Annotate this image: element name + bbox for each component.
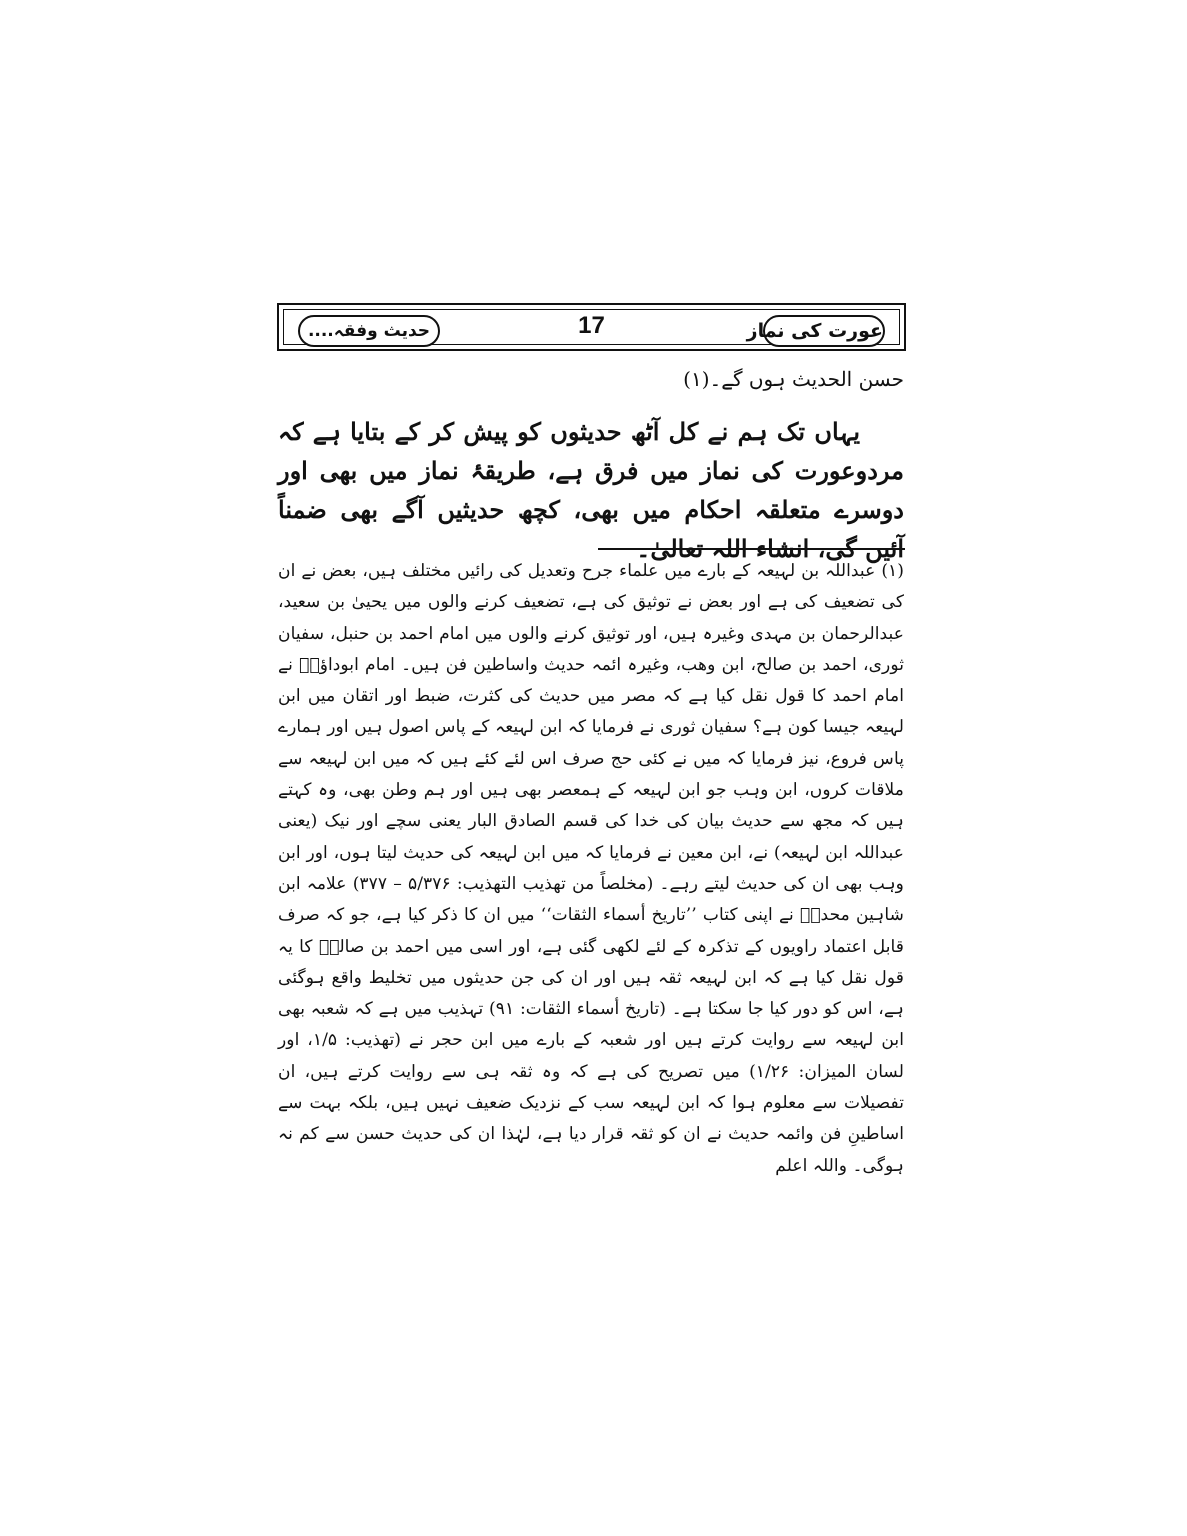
- main-paragraph: یہاں تک ہم نے کل آٹھ حدیثوں کو پیش کر کے بتایا ہے کہ مردوعورت کی نماز میں فرق ہے، طریقۂ نماز میں بھی اور دوسرے متعلقہ احکام میں بھی، کچھ حدیثیں آگے بھی ضمناً آئیں گی، انشاء اللہ تعالیٰ۔: [278, 417, 904, 563]
- running-header: [277, 303, 906, 351]
- footnote: (۱) عبداللہ بن لہیعہ کے بارے میں علماء جرح وتعدیل کی رائیں مختلف ہیں، بعض نے ان کی تضعیف کی ہے اور بعض نے توثیق کی ہے، تضعیف کرنے والوں میں یحییٰ بن سعید، عبدالرحمان بن مہدی وغیرہ ہیں، اور توثیق کرنے والوں میں امام احمد بن حنبل، سفیان ثوری، احمد بن صالح، ابن وھب، وغیرہ ائمہ حدیث واساطین فن ہیں۔ امام ابوداؤدؒ نے امام احمد کا قول نقل کیا ہے کہ مصر میں حدیث کی کثرت، ضبط اور اتقان میں ابن لہیعہ جیسا کون ہے؟ سفیان ثوری نے فرمایا کہ ابن لہیعہ کے پاس اصول ہیں اور ہمارے پاس فروع، نیز فرمایا کہ میں نے کئی حج صرف اس لئے کئے ہیں کہ میں ابن لہیعہ سے ملاقات کروں، ابن وہب جو ابن لہیعہ کے ہمعصر بھی ہیں اور ہم وطن بھی، وہ کہتے ہیں کہ مجھ سے حدیث بیان کی خدا کی قسم الصادق البار یعنی سچے اور نیک (یعنی عبداللہ ابن لہیعہ) نے، ابن معین نے فرمایا کہ میں ابن لہیعہ کی حدیث لیتا ہوں، اور ابن وہب بھی ان کی حدیث لیتے رہے۔ (مخلصاً من تهذيب التهذيب: ۵/۳۷۶ – ۳۷۷) علامہ ابن شاہین محدثؒ نے اپنی کتاب ’’تاریخ أسماء الثقات‘‘ میں ان کا ذکر کیا ہے، جو کہ صرف قابل اعتماد راویوں کے تذکرہ کے لئے لکھی گئی ہے، اور اسی میں احمد بن صالحؒ کا یہ قول نقل کیا ہے کہ ابن لہیعہ ثقہ ہیں اور ان کی جن حدیثوں میں تخلیط واقع ہوگئی ہے، اس کو دور کیا جا سکتا ہے۔ (تاریخ أسماء الثقات: ۹۱) تہذیب میں ہے کہ شعبہ بھی ابن لہیعہ سے روایت کرتے ہیں اور شعبہ کے بارے میں ابن حجر نے (تهذيب: ۱/۵، اور لسان الميزان: ۱/۲۶) میں تصریح کی ہے کہ وہ ثقہ ہی سے روایت کرتے ہیں، ان تفصیلات سے معلوم ہوا کہ ابن لہیعہ سب کے نزدیک ضعیف نہیں ہیں، بلکہ بہت سے اساطینِ فن وائمہ حدیث نے ان کو ثقہ قرار دیا ہے، لہٰذا ان کی حدیث حسن سے کم نہ ہوگی۔ واللہ اعلم: [278, 561, 904, 1176]
- page-number: 17: [578, 312, 605, 339]
- book-title: عورت کی نماز: [763, 315, 885, 347]
- section-subject: حدیث وفقہ....: [298, 315, 440, 347]
- continuation-line: حسن الحدیث ہوں گے۔(۱): [683, 367, 904, 391]
- footnote-divider: [598, 548, 905, 550]
- header-inner-frame: [283, 309, 900, 345]
